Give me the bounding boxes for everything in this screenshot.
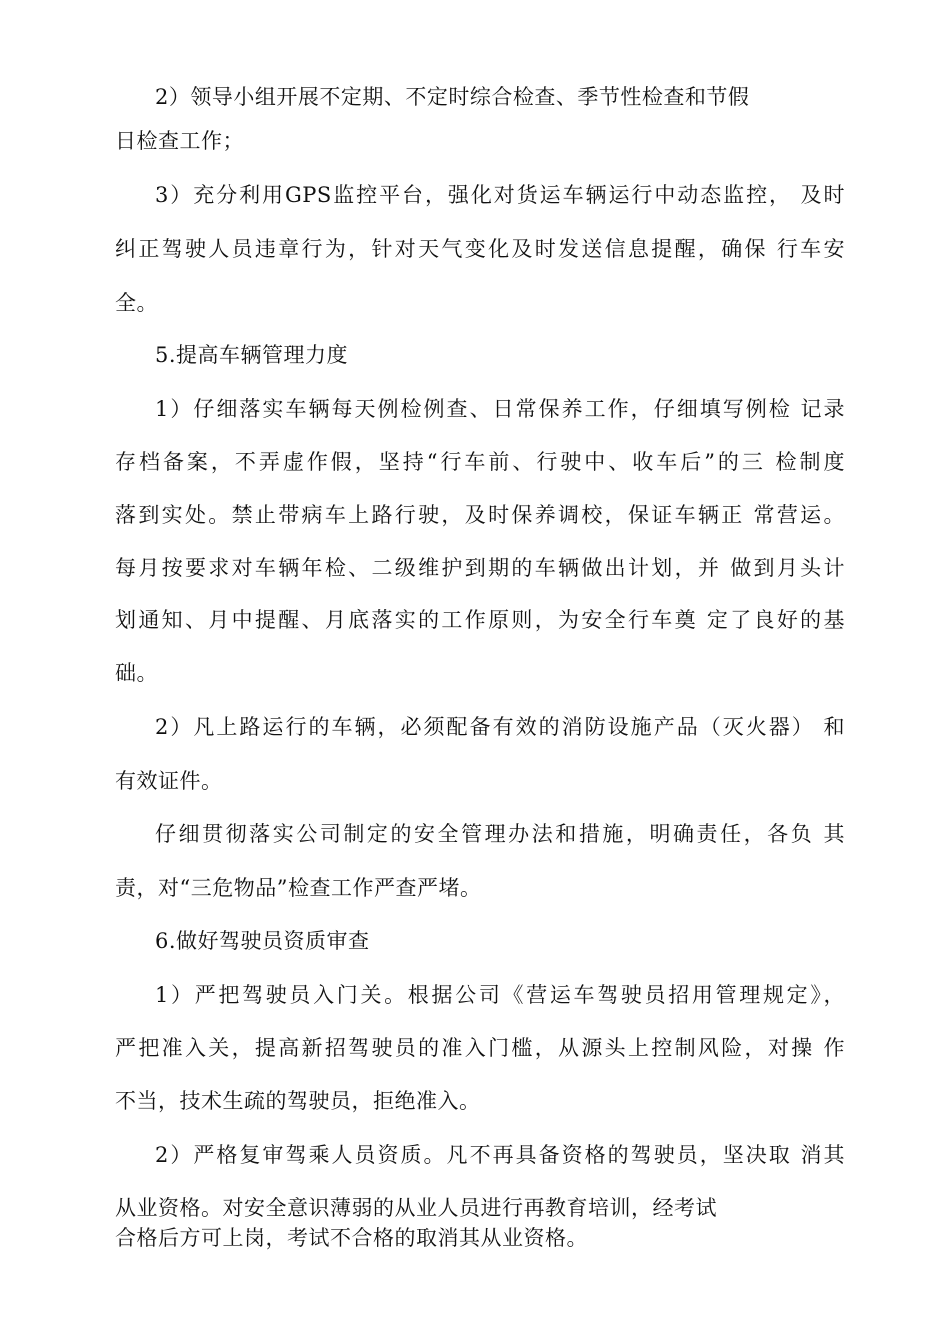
text-line: 每月按要求对车辆年检、二级维护到期的车辆做出计划，并 做到月头计 [115, 556, 845, 580]
text-line: 3）充分利用GPS监控平台，强化对货运车辆运行中动态监控， 及时 [155, 183, 845, 207]
text-line: 纠正驾驶人员违章行为，针对天气变化及时发送信息提醒，确保 行车安 [115, 237, 845, 261]
text-line: 从业资格。对安全意识薄弱的从业人员进行再教育培训，经考试 [115, 1196, 717, 1220]
text-line: 不当，技术生疏的驾驶员，拒绝准入。 [115, 1089, 481, 1113]
text-line: 日检查工作； [115, 129, 244, 153]
text-line: 础。 [115, 661, 158, 685]
text-line: 2）领导小组开展不定期、不定时综合检查、季节性检查和节假 [155, 85, 750, 109]
section-heading: 6.做好驾驶员资质审查 [155, 929, 370, 953]
text-line: 全。 [115, 291, 158, 315]
text-line: 合格后方可上岗，考试不合格的取消其从业资格。 [115, 1226, 588, 1250]
text-line: 责，对“三危物品”检查工作严查严堵。 [115, 876, 482, 900]
text-line: 落到实处。禁止带病车上路行驶，及时保养调校，保证车辆正 常营运。 [115, 503, 845, 527]
text-line: 划通知、月中提醒、月底落实的工作原则，为安全行车奠 定了良好的基 [115, 608, 845, 632]
text-line: 1）严把驾驶员入门关。根据公司《营运车驾驶员招用管理规定》， [155, 983, 845, 1007]
text-line: 1）仔细落实车辆每天例检例查、日常保养工作，仔细填写例检 记录 [155, 397, 845, 421]
text-line: 存档备案，不弄虚作假，坚持“行车前、行驶中、收车后”的三 检制度 [115, 450, 845, 474]
text-line: 2）凡上路运行的车辆，必须配备有效的消防设施产品（灭火器） 和 [155, 715, 845, 739]
section-heading: 5.提高车辆管理力度 [155, 343, 349, 367]
text-line: 有效证件。 [115, 769, 223, 793]
text-line: 仔细贯彻落实公司制定的安全管理办法和措施，明确责任，各负 其 [155, 822, 845, 846]
text-line: 严把准入关，提高新招驾驶员的准入门槛，从源头上控制风险，对操 作 [115, 1036, 845, 1060]
text-line: 2）严格复审驾乘人员资质。凡不再具备资格的驾驶员，坚决取 消其 [155, 1143, 845, 1167]
